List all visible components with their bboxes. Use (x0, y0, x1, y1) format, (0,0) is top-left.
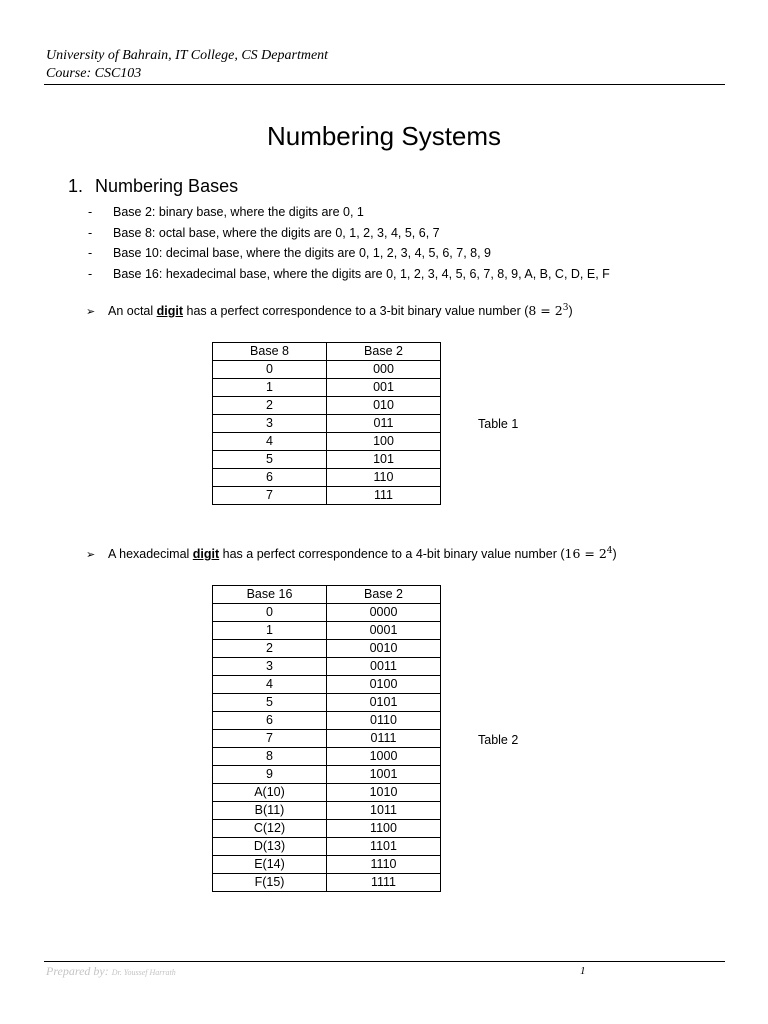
dash-bullet: - (88, 266, 93, 281)
cell-binary-value: 0011 (327, 658, 441, 676)
cell-source-digit: D(13) (213, 838, 327, 856)
cell-binary-value: 1000 (327, 748, 441, 766)
list-item (88, 264, 610, 285)
footer-divider (44, 961, 725, 962)
header-course: Course: CSC103 (46, 66, 142, 81)
cell-source-digit: 5 (213, 451, 327, 469)
table-row (213, 622, 441, 640)
digit-emphasis: digit (156, 304, 184, 318)
cell-binary-value: 0000 (327, 604, 441, 622)
dash-bullet: - (88, 246, 93, 260)
table-row (213, 640, 441, 658)
column-header: Base 2 (327, 343, 441, 361)
table-row (213, 469, 441, 487)
cell-binary-value: 0010 (327, 640, 441, 658)
octal-correspondence-note (86, 302, 573, 321)
cell-source-digit: 6 (213, 712, 327, 730)
cell-binary-value: 111 (327, 487, 441, 505)
note-text: has a perfect correspondence to a 3-bit binary value number ( (183, 304, 529, 318)
table-row (213, 856, 441, 874)
cell-binary-value: 1010 (327, 784, 441, 802)
table-row (213, 397, 441, 415)
section-heading-text: Numbering Bases (95, 176, 239, 196)
cell-source-digit: 4 (213, 433, 327, 451)
arrow-bullet-icon: ➢ (86, 549, 96, 561)
list-item-text: Base 8: octal base, where the digits are 0, 1, 2, 3, 4, 5, 6, 7 (113, 225, 440, 240)
table-row (213, 676, 441, 694)
cell-binary-value: 1100 (327, 820, 441, 838)
base-list (88, 202, 610, 284)
note-text: ) (612, 547, 617, 561)
cell-source-digit: 1 (213, 622, 327, 640)
cell-binary-value: 0100 (327, 676, 441, 694)
note-text: ) (568, 304, 573, 318)
cell-binary-value: 0001 (327, 622, 441, 640)
table-header-row (213, 343, 441, 361)
table-row (213, 433, 441, 451)
table-row (213, 748, 441, 766)
cell-binary-value: 110 (327, 469, 441, 487)
cell-binary-value: 011 (327, 415, 441, 433)
table-header-row (213, 586, 441, 604)
cell-source-digit: B(11) (213, 802, 327, 820)
note-text: has a perfect correspondence to a 4-bit binary value number ( (219, 547, 565, 561)
arrow-bullet-icon: ➢ (86, 306, 96, 318)
cell-source-digit: F(15) (213, 874, 327, 892)
cell-source-digit: 0 (213, 361, 327, 379)
cell-binary-value: 1101 (327, 838, 441, 856)
table-row (213, 820, 441, 838)
author-name: Dr. Youssef Harrath (111, 968, 176, 977)
cell-source-digit: 8 (213, 748, 327, 766)
section-number: 1. (68, 176, 84, 196)
cell-binary-value: 101 (327, 451, 441, 469)
page-number: 1 (580, 965, 586, 977)
page-title: Numbering Systems (266, 121, 502, 151)
list-item-text: Base 16: hexadecimal base, where the digits are 0, 1, 2, 3, 4, 5, 6, 7, 8, 9, A, B, C, D, E, F (113, 266, 610, 281)
cell-binary-value: 1001 (327, 766, 441, 784)
math-expression (528, 303, 568, 318)
table-row (213, 838, 441, 856)
digit-emphasis: digit (192, 547, 220, 561)
cell-binary-value: 010 (327, 397, 441, 415)
list-item (88, 243, 610, 264)
table1-caption: Table 1 (478, 417, 519, 431)
math-base: 8 = 2 (528, 303, 563, 318)
dash-bullet: - (88, 225, 93, 240)
table-row (213, 730, 441, 748)
cell-binary-value: 100 (327, 433, 441, 451)
note-text: An octal (108, 304, 157, 318)
table-row (213, 361, 441, 379)
cell-source-digit: E(14) (213, 856, 327, 874)
cell-source-digit: 5 (213, 694, 327, 712)
table2-caption: Table 2 (478, 733, 519, 747)
math-base: 16 = 2 (564, 546, 607, 561)
note-text: A hexadecimal (108, 547, 193, 561)
cell-source-digit: 3 (213, 658, 327, 676)
prepared-by-label: Prepared by: (46, 964, 109, 978)
table-row (213, 451, 441, 469)
table-row (213, 694, 441, 712)
cell-source-digit: 7 (213, 730, 327, 748)
math-exponent: 3 (562, 302, 569, 313)
hex-correspondence-note (86, 545, 617, 564)
column-header: Base 16 (213, 586, 327, 604)
table-row (213, 379, 441, 397)
table-hex-binary (212, 585, 441, 892)
cell-source-digit: 2 (213, 640, 327, 658)
cell-source-digit: 1 (213, 379, 327, 397)
math-exponent: 4 (606, 545, 613, 556)
cell-source-digit: 2 (213, 397, 327, 415)
cell-binary-value: 0111 (327, 730, 441, 748)
header-divider (44, 84, 725, 85)
table-octal-binary (212, 342, 441, 505)
section-heading (68, 175, 238, 197)
dash-bullet: - (88, 205, 93, 219)
table-row (213, 784, 441, 802)
cell-binary-value: 001 (327, 379, 441, 397)
column-header: Base 2 (327, 586, 441, 604)
cell-source-digit: 7 (213, 487, 327, 505)
list-item (88, 202, 610, 223)
cell-source-digit: A(10) (213, 784, 327, 802)
cell-source-digit: 4 (213, 676, 327, 694)
column-header: Base 8 (213, 343, 327, 361)
document-header (46, 47, 726, 83)
cell-source-digit: 3 (213, 415, 327, 433)
cell-source-digit: C(12) (213, 820, 327, 838)
cell-binary-value: 1110 (327, 856, 441, 874)
cell-binary-value: 0101 (327, 694, 441, 712)
table-row (213, 802, 441, 820)
cell-binary-value: 1111 (327, 874, 441, 892)
table-row (213, 604, 441, 622)
table-row (213, 874, 441, 892)
list-item-text: Base 2: binary base, where the digits are 0, 1 (113, 205, 364, 219)
cell-binary-value: 0110 (327, 712, 441, 730)
table-row (213, 658, 441, 676)
cell-source-digit: 9 (213, 766, 327, 784)
table-row (213, 712, 441, 730)
header-institution: University of Bahrain, IT College, CS Department (46, 48, 329, 63)
footer-credit (46, 964, 176, 980)
list-item-text: Base 10: decimal base, where the digits are 0, 1, 2, 3, 4, 5, 6, 7, 8, 9 (113, 246, 492, 260)
math-expression (565, 546, 613, 561)
table-row (213, 487, 441, 505)
cell-binary-value: 1011 (327, 802, 441, 820)
cell-source-digit: 0 (213, 604, 327, 622)
list-item (88, 223, 610, 244)
cell-binary-value: 000 (327, 361, 441, 379)
table-row (213, 415, 441, 433)
cell-source-digit: 6 (213, 469, 327, 487)
table-row (213, 766, 441, 784)
